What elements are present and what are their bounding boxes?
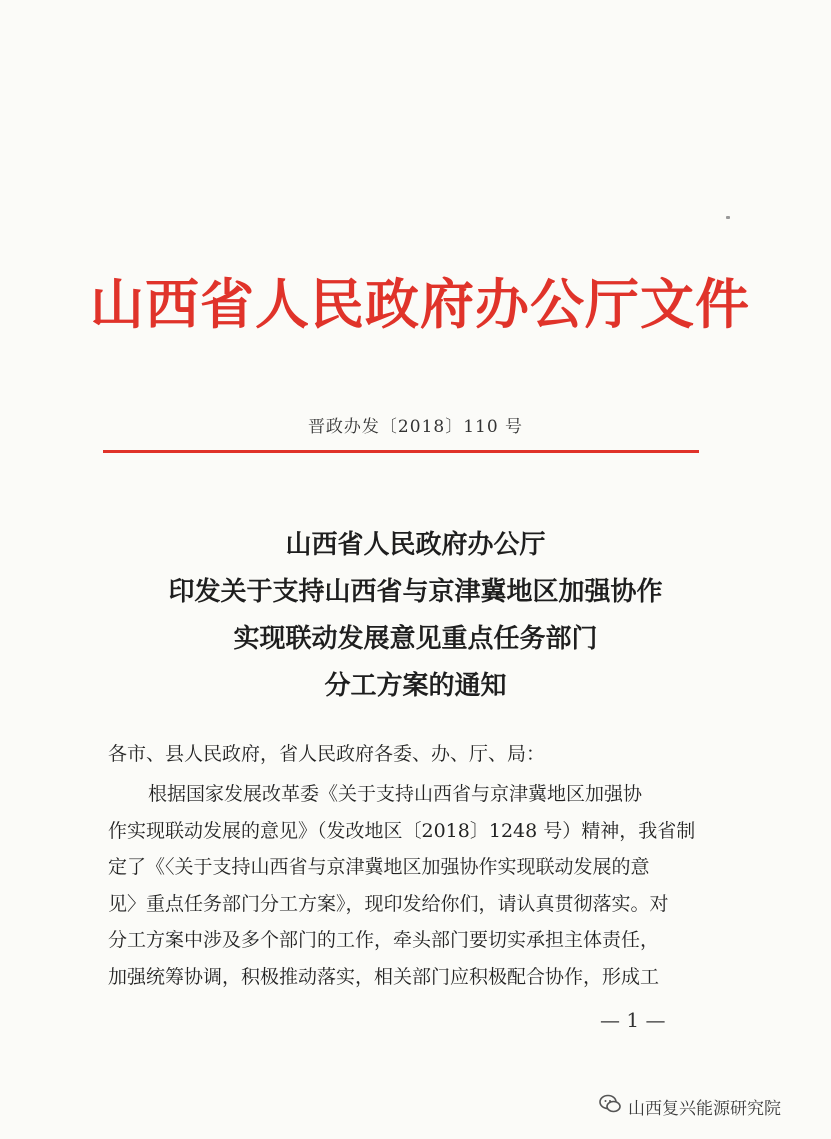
body-line: 加强统筹协调，积极推动落实，相关部门应积极配合协作，形成工 (108, 965, 660, 988)
body-line: 根据国家发展改革委《关于支持山西省与京津冀地区加强协 (148, 783, 643, 805)
scan-speck (726, 216, 730, 219)
body-line: 定了《〈关于支持山西省与京津冀地区加强协作实现联动发展的意 (108, 856, 650, 878)
notice-title-line: 实现联动发展意见重点任务部门 (233, 624, 598, 654)
red-divider-line (103, 450, 699, 453)
document-header-title: 山西省人民政府办公厅文件 (90, 272, 750, 336)
watermark (598, 1094, 781, 1118)
notice-title-line: 分工方案的通知 (324, 671, 507, 701)
wechat-icon (598, 1093, 622, 1120)
body-line: 作实现联动发展的意见》（发改地区〔2018〕1248 号）精神，我省制 (108, 819, 696, 842)
body-line: 见〉重点任务部门分工方案》，现印发给你们，请认真贯彻落实。对 (108, 892, 669, 915)
body-paragraph (108, 776, 708, 995)
watermark-text: 山西复兴能源研究院 (628, 1098, 781, 1119)
notice-title-line: 山西省人民政府办公厅 (285, 530, 546, 560)
page-number: — 1 — (600, 1008, 666, 1032)
notice-title (0, 522, 831, 710)
document-number: 晋政办发〔2018〕110 号 (307, 417, 524, 437)
addressee-line: 各市、县人民政府，省人民政府各委、办、厅、局： (108, 743, 546, 765)
notice-title-line: 印发关于支持山西省与京津冀地区加强协作 (168, 577, 663, 607)
body-line: 分工方案中涉及多个部门的工作，牵头部门要切实承担主体责任， (108, 929, 660, 951)
